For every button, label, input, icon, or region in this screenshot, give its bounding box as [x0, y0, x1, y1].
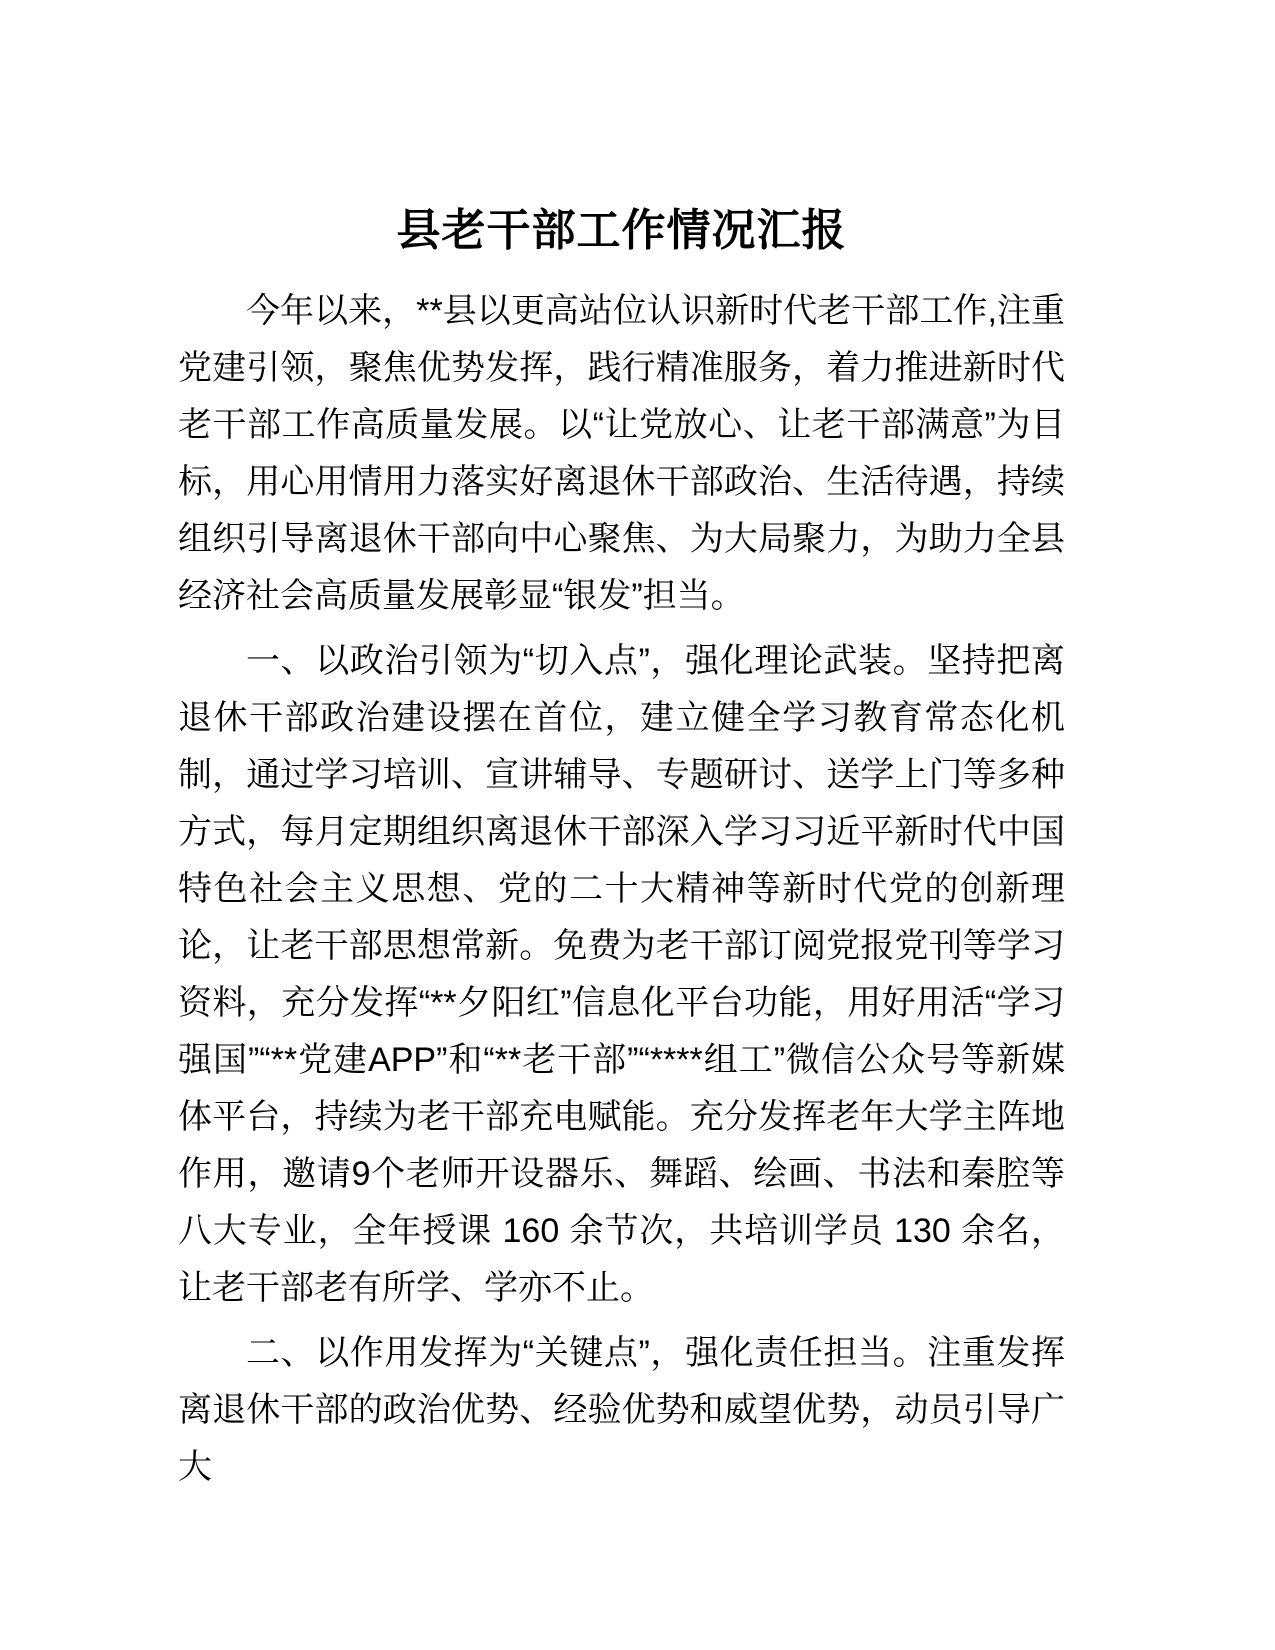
- paragraph-section-2: 二、以作用发挥为“关键点”，强化责任担当。注重发挥离退休干部的政治优势、经验优势和威望优势，动员引导广大: [178, 1334, 1065, 1486]
- paragraph-intro: 今年以来，**县以更高站位认识新时代老干部工作,注重党建引领，聚焦优势发挥，践行精准服务，着力推进新时代老干部工作高质量发展。以“让党放心、让老干部满意”为目标，用心用情用力落实好离退休干部政治、生活待遇，持续组织引导离退休干部向中心聚焦、为大局聚力，为助力全县经济社会高质量发展彰显“银发”担当。: [178, 292, 1065, 615]
- paragraph-section-1: 一、以政治引领为“切入点”，强化理论武装。坚持把离退休干部政治建设摆在首位，建立健全学习教育常态化机制，通过学习培训、宣讲辅导、专题研讨、送学上门等多种方式，每月定期组织离退休干部深入学习习近平新时代中国特色社会主义思想、党的二十大精神等新时代党的创新理论，让老干部思想常新。免费为老干部订阅党报党刊等学习资料，充分发挥“**夕阳红”信息化平台功能，用好用活“学习强国”“**党建APP”和“**老干部”“****组工”微信公众号等新媒体平台，持续为老干部充电赋能。充分发挥老年大学主阵地作用，邀请9个老师开设器乐、舞蹈、绘画、书法和秦腔等八大专业，全年授课 160 余节次，共培训学员 130 余名，让老干部老有所学、学亦不止。: [178, 642, 1065, 1307]
- document-title: 县老干部工作情况汇报: [396, 206, 847, 255]
